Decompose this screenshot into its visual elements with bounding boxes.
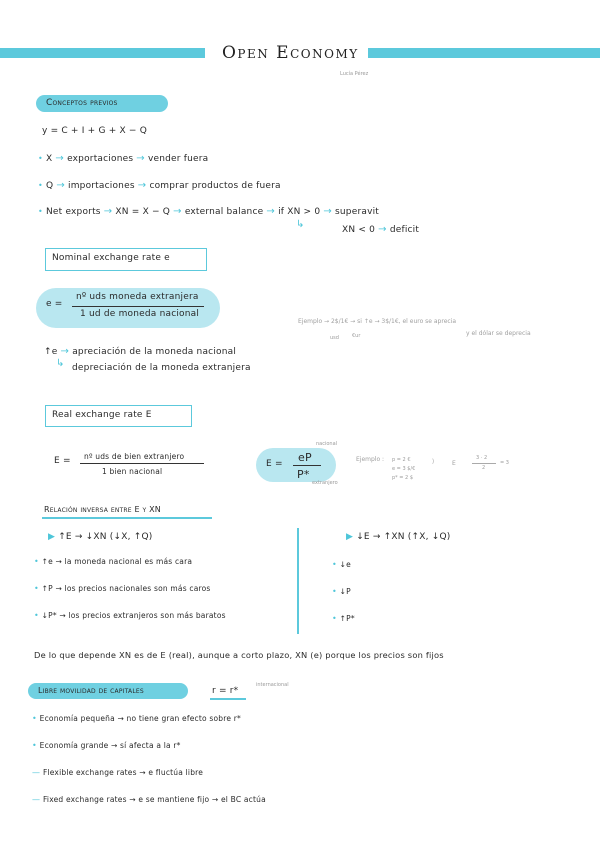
- x-text: exportaciones: [67, 154, 134, 164]
- triangle-right-icon: ▶: [346, 532, 354, 542]
- list-item-text: ↓P* → los precios extranjeros son más baratos: [41, 611, 226, 620]
- real-formula-den: P*: [297, 468, 310, 481]
- triangle-right-icon: ▶: [48, 532, 56, 542]
- arrow-right-icon: →: [323, 206, 332, 217]
- capitales-list-item: [32, 714, 241, 723]
- nominal-denominator: 1 ud de moneda nacional: [80, 309, 200, 319]
- label-extranjero: extranjero: [312, 480, 338, 486]
- capitales-list-item: [32, 795, 266, 804]
- list-item-text: ↑P*: [339, 614, 355, 623]
- nx-balance: external balance: [184, 207, 264, 217]
- right-head: ↓E → ↑XN (↑X, ↓Q): [356, 532, 451, 542]
- nx-formula: XN = X − Q: [115, 207, 171, 217]
- list-item-text: Economía grande → sí afecta a la r*: [39, 741, 181, 750]
- column-divider: [297, 528, 299, 634]
- list-item-text: Fixed exchange rates → e se mantiene fijo → el BC actúa: [42, 795, 266, 804]
- q-meaning: comprar productos de fuera: [149, 181, 281, 191]
- left-head-line: [48, 532, 152, 542]
- nominal-lhs: e =: [46, 299, 63, 309]
- relacion-underline: [42, 517, 212, 519]
- up-e: ↑e: [44, 347, 58, 357]
- q-term: Q: [45, 181, 54, 191]
- equation-y: y = C + I + G + X − Q: [42, 126, 148, 136]
- bullet-dot: •: [38, 207, 43, 216]
- left-list-item: [34, 584, 211, 593]
- arrow-down-right-icon: ↳: [56, 358, 65, 369]
- label-nacional: nacional: [316, 441, 338, 447]
- bullet-dot: •: [38, 154, 43, 163]
- line-q: [38, 180, 281, 191]
- nominal-example-usd: usd: [330, 335, 339, 341]
- arrow-right-icon: →: [266, 206, 275, 217]
- real-formula-num: eP: [298, 451, 312, 464]
- left-list-item: [34, 557, 192, 566]
- left-list-item: [34, 611, 226, 620]
- right-list-item: [332, 614, 355, 623]
- real-example-bracket: ⟩: [432, 458, 435, 465]
- list-item-text: ↑e → la moneda nacional es más cara: [41, 557, 193, 566]
- header-bar-left: [0, 48, 205, 58]
- right-head-line: [346, 532, 450, 542]
- nominal-example-note: Ejemplo → 2$/1€ → si ↑e → 3$/1€, el euro se aprecia: [298, 318, 457, 325]
- capitales-formula-note: internacional: [256, 682, 289, 688]
- nx-label: Net exports: [45, 207, 101, 217]
- nx-negative-label: deficit: [389, 225, 420, 235]
- depreciacion-line: depreciación de la moneda extranjera: [72, 363, 251, 373]
- arrow-right-icon: →: [136, 153, 145, 164]
- real-example-1: p = 2 €: [392, 457, 411, 463]
- author-signature: Lucía Pérez: [340, 71, 369, 77]
- relacion-label: Relación inversa entre E y XN: [44, 505, 161, 514]
- real-label: Real exchange rate E: [52, 410, 152, 420]
- bullet-icon: •: [332, 614, 340, 623]
- list-item-text: ↓e: [339, 560, 351, 569]
- q-text: importaciones: [68, 181, 135, 191]
- relacion-conclusion: De lo que depende XN es de E (real), aunque a corto plazo, XN (e) porque los precios son fijos: [34, 650, 444, 660]
- arrow-right-icon: →: [56, 180, 65, 191]
- real-example-equals: = 3: [500, 460, 509, 466]
- arrow-right-icon: →: [60, 346, 70, 357]
- list-item-text: Flexible exchange rates → e fluctúa libre: [42, 768, 204, 777]
- list-item-text: ↑P → los precios nacionales son más caros: [41, 584, 211, 593]
- nx-positive: XN > 0: [287, 207, 321, 217]
- line-x: [38, 153, 208, 164]
- bullet-icon: —: [32, 768, 43, 777]
- real-formula-lhs: E =: [266, 459, 283, 469]
- line-nx: [38, 206, 379, 217]
- apreciacion-text: apreciación de la moneda nacional: [72, 347, 237, 357]
- right-list-item: [332, 560, 351, 569]
- real-example-3: p* = 2 $: [392, 475, 413, 481]
- capitales-label: Libre movilidad de capitales: [38, 686, 144, 695]
- fraction-line: [472, 463, 496, 464]
- bullet-icon: —: [32, 795, 43, 804]
- arrow-right-icon: →: [173, 206, 182, 217]
- nominal-numerator: nº uds moneda extranjera: [76, 292, 199, 302]
- fraction-line: [293, 465, 321, 466]
- capitales-formula: r = r*: [212, 686, 239, 696]
- real-example-e: E: [452, 460, 456, 467]
- bullet-icon: •: [34, 584, 42, 593]
- section-label-conceptos: Conceptos previos: [46, 98, 118, 108]
- real-lhs: E =: [54, 456, 71, 466]
- capitales-list-item: [32, 741, 181, 750]
- x-meaning: vender fuera: [147, 154, 209, 164]
- header-bar-right: [368, 48, 600, 58]
- arrow-right-icon: →: [378, 224, 387, 235]
- bullet-dot: •: [38, 181, 43, 190]
- real-denominator: 1 bien nacional: [102, 467, 163, 476]
- fraction-line: [72, 306, 204, 307]
- arrow-right-icon: →: [137, 180, 147, 191]
- real-example-title: Ejemplo :: [356, 456, 385, 463]
- list-item-text: ↓P: [339, 587, 351, 596]
- nominal-example-eur: €ur: [352, 333, 361, 339]
- real-numerator: nº uds de bien extranjero: [84, 452, 185, 461]
- x-term: X: [45, 154, 53, 164]
- bullet-icon: •: [332, 560, 340, 569]
- arrow-down-right-icon: ↳: [296, 219, 305, 230]
- bullet-icon: •: [34, 557, 42, 566]
- arrow-right-icon: →: [103, 206, 113, 217]
- capitales-formula-underline: [210, 698, 246, 700]
- arrow-right-icon: →: [55, 153, 65, 164]
- bullet-icon: •: [32, 741, 40, 750]
- capitales-list-item: [32, 768, 203, 777]
- bullet-icon: •: [32, 714, 40, 723]
- nx-positive-label: superavit: [335, 207, 380, 217]
- bullet-icon: •: [34, 611, 42, 620]
- real-example-result: 3 · 2: [476, 455, 488, 461]
- bullet-icon: •: [332, 587, 340, 596]
- right-list-item: [332, 587, 351, 596]
- apreciacion-line: [44, 346, 236, 357]
- nominal-example-note2: y el dólar se deprecia: [466, 330, 531, 337]
- left-head: ↑E → ↓XN (↓X, ↑Q): [58, 532, 153, 542]
- nx-negative: XN < 0: [342, 225, 376, 235]
- real-example-result-den: 2: [482, 465, 486, 471]
- nx-if: if: [278, 207, 285, 217]
- nominal-label: Nominal exchange rate e: [52, 253, 170, 263]
- real-example-2: e = 3 $/€: [392, 466, 416, 472]
- nx-negative-line: [342, 224, 419, 235]
- list-item-text: Economía pequeña → no tiene gran efecto sobre r*: [39, 714, 241, 723]
- page-title: Open Economy: [222, 43, 359, 63]
- fraction-line: [80, 463, 204, 464]
